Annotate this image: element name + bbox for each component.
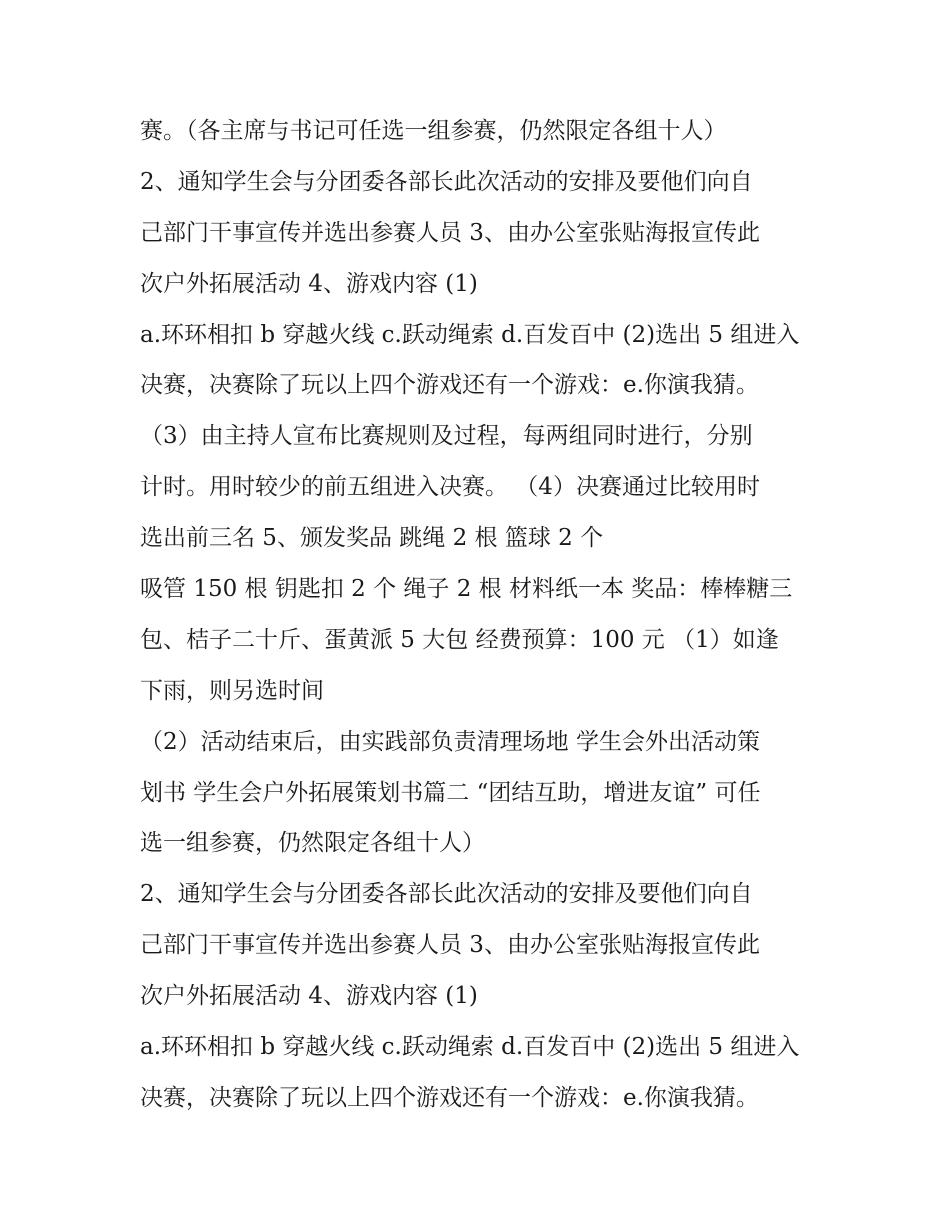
text-line: （3）由主持人宣布比赛规则及过程，每两组同时进行，分别: [140, 423, 753, 450]
text-line: 吸管 150 根 钥匙扣 2 个 绳子 2 根 材料纸一本 奖品：棒棒糖三: [140, 576, 793, 603]
text-line: 决赛，决赛除了玩以上四个游戏还有一个游戏：e.你演我猜。: [140, 372, 759, 399]
text-line: 选出前三名 5、颁发奖品 跳绳 2 根 篮球 2 个: [140, 525, 604, 552]
text-line: 赛。（各主席与书记可任选一组参赛，仍然限定各组十人）: [140, 118, 727, 144]
text-line: 下雨，则另选时间: [140, 677, 324, 704]
text-line: 选一组参赛，仍然限定各组十人）: [140, 830, 485, 857]
text-line: 2、通知学生会与分团委各部长此次活动的安排及要他们向自: [140, 168, 753, 195]
text-line: （2）活动结束后，由实践部负责清理场地 学生会外出活动策: [140, 728, 760, 755]
text-line: 决赛，决赛除了玩以上四个游戏还有一个游戏：e.你演我猜。: [140, 1084, 759, 1111]
text-line: 次户外拓展活动 4、游戏内容 (1): [140, 270, 478, 297]
text-line: 划书 学生会户外拓展策划书篇二 “团结互助，增进友谊” 可任: [140, 779, 761, 806]
text-line: 计时。用时较少的前五组进入决赛。 （4）决赛通过比较用时: [140, 474, 760, 501]
text-line: 己部门干事宣传并选出参赛人员 3、由办公室张贴海报宣传此: [140, 932, 760, 959]
text-line: 己部门干事宣传并选出参赛人员 3、由办公室张贴海报宣传此: [140, 219, 760, 246]
text-line: 次户外拓展活动 4、游戏内容 (1): [140, 983, 478, 1010]
text-line: a.环环相扣 b 穿越火线 c.跃动绳索 d.百发百中 (2)选出 5 组进入: [140, 1034, 800, 1061]
text-line: 2、通知学生会与分团委各部长此次活动的安排及要他们向自: [140, 881, 753, 908]
text-line: a.环环相扣 b 穿越火线 c.跃动绳索 d.百发百中 (2)选出 5 组进入: [140, 321, 800, 348]
text-line: 包、桔子二十斤、蛋黄派 5 大包 经费预算：100 元 （1）如逢: [140, 626, 779, 653]
document-body: [140, 106, 830, 1124]
